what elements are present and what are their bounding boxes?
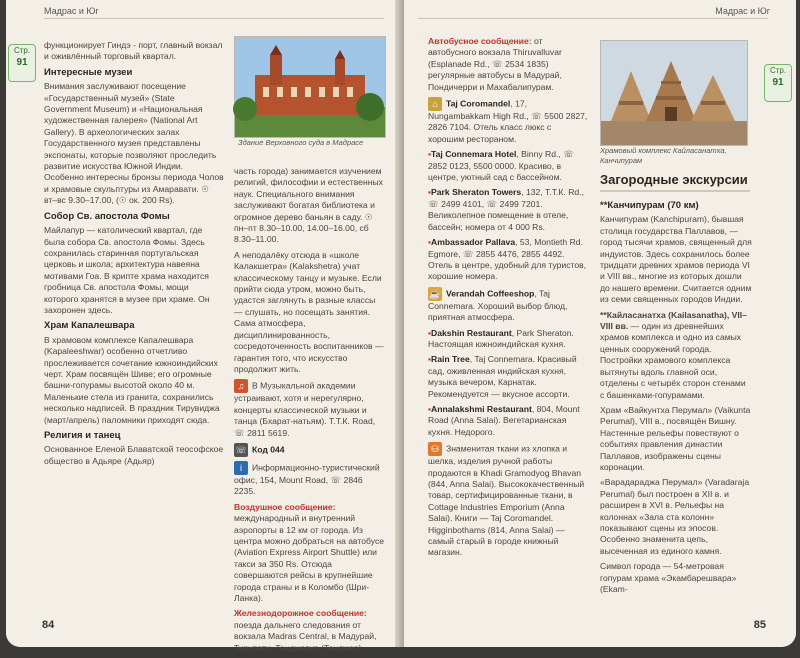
hotel-icon: ⌂: [428, 97, 442, 111]
page-number-right: 85: [753, 619, 766, 631]
restaurant-text: 804, Mount Road (Anna Salai). Вегетарианская кухня. Недорого.: [428, 403, 580, 437]
info-entry: [234, 461, 386, 498]
hotel-text: 17, Nungambakkam High Rd., ☏ 5500 2827, 2826 7104. Отель класс люкс с хорошим рестораном.: [428, 98, 588, 144]
kanchipuram-paragraph: Канчипурам (Kanchipuram), бывшая столица государства Паллавов, — город тысячи храмов, священный для индуистов. Здесь сохранилось более тридцати древних храмов периода VI и VIII вв., многие из которых дошли до нашего времени. Считается одним из семи священных городов Индии.: [600, 214, 752, 305]
cafe-icon: ☕: [429, 288, 441, 299]
top-rule-left: [44, 18, 384, 19]
restaurant-text: Taj Connemara. Красивый сад, оживленная индийская кухня, музыка вечером, Карнатак. Рекомендуется — вкусное ассорти.: [428, 354, 577, 399]
hotel-entry: ▪Taj Connemara Hotel, Binny Rd., ☏ 2852 0123, 5500 0000. Красиво, в центре, уютный сад с бассейном.: [428, 149, 574, 183]
kalakshetra-paragraph: А неподалёку отсюда в «школе Калакшетра» (Kalakshetra) учат классическому танцу и музыке. Если прийти сюда утром, можно быть, удастся заглянуть в разные классы — слушать, но посещать занятия. Сама атмосфера, дисциплинированность, сосредоточенность воспитанников — гарантия того, что искусство продолжит жить.: [234, 249, 384, 374]
religion-paragraph: Основанное Еленой Блаватской теософское общество в Адьяре (Адьяр): [44, 444, 224, 466]
hotel-text: Binny Rd., ☏ 2852 0123, 5500 0000. Красиво, в центре, уютный сад с бассейном.: [428, 149, 574, 183]
museums-heading: Интересные музеи: [44, 66, 133, 78]
phone-icon: ☏: [235, 444, 247, 455]
restaurant-entry: ▪Annalakshmi Restaurant, 804, Mount Road (Anna Salai). Вегетарианская кухня. Недорого.: [428, 403, 580, 437]
bus-text: от автобусного вокзала Thiruvalluvar (Esplanade Rd., ☏ 2534 1835) регулярные автобусы в Мадурай, Пондичерри и Махабалипурам.: [428, 36, 562, 92]
excursions-heading: Загородные экскурсии: [600, 172, 748, 187]
high-court-caption: Здание Верховного суда в Мадрасе: [238, 138, 364, 147]
hotel-entry: ▪Park Sheraton Towers, 132, Т.Т.К. Rd., ☏ 2499 4101, ☏ 2499 7201. Великолепное помещение в отеле, бассейн; номера от 4 000 Rs.: [428, 187, 584, 232]
info-icon: i: [234, 461, 248, 475]
theosophy-paragraph: часть города) занимается изучением религий, философии и естественных наук. Специального внимания заслуживают богатая библиотека и огромное дерево баньян в саду. ☉ пн–пт 8.30–10.00, 14.00–16.00, сб 8.30–11.00.: [234, 166, 383, 245]
right-page: [404, 0, 796, 647]
restaurant-entry: ▪Rain Tree, Taj Connemara. Красивый сад, оживленная индийская кухня, музыка вечером, Карнатак. Рекомендуется — вкусное ассорти.: [428, 354, 577, 399]
right-column-1: [428, 36, 588, 563]
museums-paragraph: Внимания заслуживают посещение «Государственный музей» (State Government Museum) и «Национальная художественная галерея» (National Art Gallery). В археологических залах Государственного музея представлены экспонаты, которые позволяют проследить развитие искусства Южной Индии. Особенно интересны бронзы периода Чолов и храмовые скульптуры из Амаравати. ☉ вт–вс 9.30–17.00, (☉ ок. 200 Rs).: [44, 81, 224, 206]
high-court-illustration: [235, 37, 385, 137]
kanchipuram-heading: **Канчипурам (70 км): [600, 200, 699, 211]
cafe-entry: ☕ Verandah Coffeeshop, Taj Connemara. Хороший выбор блюд, приятная атмосфера.: [428, 287, 568, 323]
shopping-text: Знаменитая ткани из хлопка и шелка, изделия ручной работы продаются в Khadi Gramodyog Bhavan (844, Anna Salai). Высококачественный товар, сертифицированные ткани, в Cottage Industries Emporium (Anna Salai). Книги — Taj Coromandel. Higginbothams (814, Anna Salai) — самый старый в городе книжный магазин.: [428, 443, 585, 558]
hotel-name: Taj Connemara Hotel: [431, 149, 517, 160]
bullet-icon: ▪: [428, 149, 432, 160]
hotel-name: Park Sheraton Towers: [431, 187, 522, 198]
thomas-heading: Собор Св. апостола Фомы: [44, 210, 170, 222]
tab-code: 91: [16, 57, 28, 68]
top-rule-right: [418, 18, 768, 19]
hotel-entry: ▪Ambassador Pallava, 53, Montieth Rd. Egmore, ☏ 2855 4476, 2855 4492. Отель в центре, удобный для туристов, хорошие номера.: [428, 237, 587, 282]
restaurant-name: Annalakshmi Restaurant: [431, 403, 532, 414]
temple-illustration: [601, 41, 747, 145]
intro-paragraph: функционирует Гиндэ - порт, главный вокзал и оживлённый торговый квартал.: [44, 40, 223, 62]
cafe-text: Taj Connemara. Хороший выбор блюд, приятная атмосфера.: [428, 287, 568, 323]
shopping-bag-icon: ⛁: [428, 442, 442, 456]
phone-code: Код 044: [252, 444, 285, 455]
kailasanatha-photo: [600, 40, 748, 146]
air-label: Воздушное сообщение:: [234, 501, 336, 512]
info-text: Информационно-туристический офис, 154, Mount Road, ☏ 2846 2235.: [234, 462, 380, 497]
right-column-2: [600, 196, 752, 599]
vaikunta-paragraph: Храм «Вайкунтха Перумал» (Vaikunta Perumal), VIII в., посвящён Вишну. Настенные рельефы повествуют о событиях правления династии Паллавов, изображены сцены коронации.: [600, 404, 751, 472]
bus-entry: [428, 36, 588, 93]
air-entry: [234, 502, 386, 605]
bullet-icon: ▪: [428, 187, 432, 198]
book-spread: [6, 0, 796, 653]
rail-text: поезда дальнего следования от вокзала Madras Central, в Мадурай, Тирупати, Танджавур (Танджор).: [234, 619, 377, 653]
bus-label: Автобусное сообщение:: [428, 36, 532, 46]
kailasanatha-text: — один из древнейших храмов комплекса и одно из самых ценных сооружений города. Постройки храмового комплекса вытянуты вдоль главной оси, отделены с четырёх сторон стенами с башенками-гопурамами.: [600, 321, 746, 400]
thomas-paragraph: Майлапур — католический квартал, где была собора Св. апостола Фомы. Здесь сохранилась старинная португальская церковь и школа; архитектура навеяна мотивами Гоа. В крипте храма находится гробница Св. апостола Фомы, мощи которого хранятся в музее при храме. Он захоронен здесь.: [44, 225, 210, 315]
tab-label: Стр.: [769, 66, 787, 75]
kailasanatha-entry: [600, 310, 752, 401]
map-tab-right: [764, 64, 792, 102]
religion-heading: Религия и танец: [44, 430, 121, 441]
bullet-icon: ▪: [428, 354, 432, 365]
hotel-name: Taj Coromandel: [446, 98, 511, 109]
tab-label: Стр.: [13, 46, 31, 55]
bullet-icon: ▪: [428, 403, 432, 414]
left-column-2: [234, 166, 386, 658]
running-head-left: Мадрас и Юг: [44, 6, 99, 16]
bullet-icon: ▪: [428, 327, 432, 338]
rail-entry: [234, 608, 386, 654]
rail-label: Железнодорожное сообщение:: [234, 608, 367, 619]
hotel-text: 53, Montieth Rd. Egmore, ☏ 2855 4476, 2855 4492. Отель в центре, удобный для туристов, хорошие номера.: [428, 237, 587, 282]
restaurant-name: Rain Tree: [431, 354, 470, 365]
restaurant-text: Park Sheraton. Настоящая южноиндийская кухня.: [428, 327, 574, 349]
high-court-photo: [234, 36, 386, 138]
kapali-paragraph: В храмовом комплексе Капалешвара (Kapaleeshwar) особенно отчетливо прослеживается сочетание южноиндийских черт. Храм посвящён Шиве; его огромные башни-гопурамы высотой около 40 м. Маленькие стела из гранита, сохранились несколько надписей. В праздник Тирувиджа (март/апрель) паломники приходят сюда.: [44, 334, 220, 425]
left-page: [6, 0, 402, 653]
ekambareshwara-paragraph: Символ города — 54-метровая гопурам храма «Экамбарешвара» (Ekam-: [600, 561, 737, 594]
running-head-right: Мадрас и Юг: [715, 6, 770, 16]
academy-entry: [234, 379, 386, 439]
restaurant-entry: ▪Dakshin Restaurant, Park Sheraton. Настоящая южноиндийская кухня.: [428, 327, 574, 349]
cafe-name: Verandah Coffeeshop: [446, 287, 535, 298]
map-tab-left: [8, 44, 36, 82]
air-text: международный и внутренний аэропорты в 12 км от города. Из центра можно добраться на автобусе (Aviation Express Airport Shuttle) или такси за 350 Rs. Отсюда совершаются рейсы в крупнейшие города страны и в Коломбо (Шри-Ланка).: [234, 513, 385, 603]
restaurant-name: Dakshin Restaurant: [431, 327, 512, 338]
hotel-entry: ⌂ Taj Coromandel, 17, Nungambakkam High Rd., ☏ 5500 2827, 2826 7104. Отель класс люкс с хорошим рестораном.: [428, 98, 588, 144]
tab-code: 91: [772, 77, 784, 88]
page-number-left: 84: [42, 619, 55, 631]
academy-text: В Музыкальной академии устраивают, хотя и нерегулярно, концерты классической музыки и танца (Бхарат-натьям). Т.Т.К. Road, ☏ 2811 5619.: [234, 380, 376, 438]
bullet-icon: ▪: [428, 237, 432, 248]
theatre-icon: ♫: [234, 379, 248, 393]
excursions-heading-rule: [600, 190, 750, 192]
varadaraja-paragraph: «Варадараджа Перумал» (Varadaraja Perumal) был построен в XII в. и расширен в XVI в. Рельефы на колоннах «Зала ста колонн» показывают сцены из эпосов. Особенно знаменита цепь, высеченная из единого камня.: [600, 477, 750, 556]
hotel-text: 132, Т.Т.К. Rd., ☏ 2499 4101, ☏ 2499 7201. Великолепное помещение в отеле, бассейн; номера от 4 000 Rs.: [428, 187, 584, 232]
phone-code-entry: [234, 443, 386, 457]
kailasanatha-caption: Храмовый комплекс Кайласанатха, Канчипурам: [600, 146, 727, 165]
shopping-entry: [428, 442, 588, 559]
left-column-1: [44, 40, 224, 471]
kapali-heading: Храм Капалешвара: [44, 320, 135, 332]
kailasanatha-heading: **Кайласанатха (Kailasanatha), VII–VIII вв.: [600, 309, 747, 332]
hotel-name: Ambassador Pallava: [431, 237, 516, 248]
